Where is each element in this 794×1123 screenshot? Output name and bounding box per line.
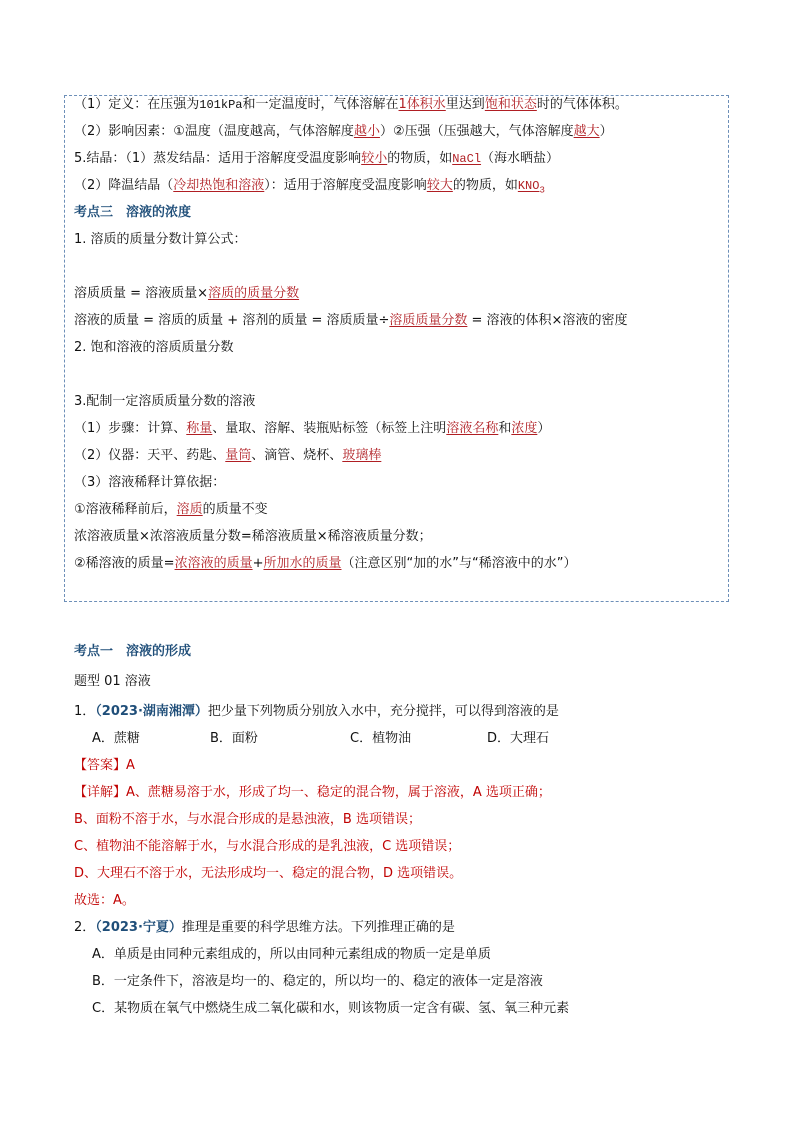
question-1-detail-c: C、植物油不能溶解于水，与水混合形成的是乳浊液，C 选项错误； (74, 839, 461, 854)
question-1-conclusion: 故选：A。 (74, 893, 135, 908)
question-2-option-b: B．一定条件下，溶液是均一的、稳定的，所以均一的、稳定的液体一定是溶液 (92, 974, 543, 989)
question-type-label: 题型 01 溶液 (74, 674, 151, 689)
dilution-basis-title: （3）溶液稀释计算依据： (74, 475, 226, 490)
dilution-rule-2: ②稀溶液的质量=浓溶液的质量+所加水的质量（注意区别“加的水”与“稀溶液中的水”） (74, 556, 577, 571)
heading-concentration: 考点三 溶液的浓度 (74, 205, 192, 220)
solute-mass-formula: 溶质质量 = 溶液质量×溶质的质量分数 (74, 286, 300, 301)
gas-solubility-factors: （2）影响因素：①温度（温度越高，气体溶解度越小）②压强（压强越大，气体溶解度越大） (74, 124, 613, 139)
dilution-rule-1: ①溶液稀释前后，溶质的质量不变 (74, 502, 268, 517)
question-1-option-c: C．植物油 (350, 731, 412, 746)
dilution-equation: 浓溶液质量×浓溶液质量分数=稀溶液质量×稀溶液质量分数； (74, 529, 432, 544)
gas-solubility-definition: （1）定义：在压强为101kPa和一定温度时，气体溶解在1体积水里达到饱和状态时的气体体积。 (74, 97, 628, 112)
question-2-option-c: C．某物质在氧气中燃烧生成二氧化碳和水，则该物质一定含有碳、氢、氧三种元素 (92, 1001, 570, 1016)
question-1-answer: 【答案】A (74, 758, 135, 773)
question-1-option-d: D．大理石 (487, 731, 550, 746)
question-1-detail-d: D、大理石不溶于水，无法形成均一、稳定的混合物，D 选项错误。 (74, 866, 463, 881)
question-1-detail-a: 【详解】A、蔗糖易溶于水，形成了均一、稳定的混合物，属于溶液，A 选项正确； (74, 785, 551, 800)
question-1-stem: 1．（2023·湖南湘潭）把少量下列物质分别放入水中，充分搅拌，可以得到溶液的是 (74, 704, 559, 719)
prepare-instruments: （2）仪器：天平、药匙、量筒、滴管、烧杯、玻璃棒 (74, 448, 382, 463)
mass-fraction-formula-title: 1. 溶质的质量分数计算公式： (74, 232, 247, 247)
solution-mass-formula: 溶液的质量 = 溶质的质量 + 溶剂的质量 = 溶质质量÷溶质质量分数 = 溶液的体积×溶液的密度 (74, 313, 628, 328)
question-1-detail-b: B、面粉不溶于水，与水混合形成的是悬浊液，B 选项错误； (74, 812, 421, 827)
question-2-stem: 2．（2023·宁夏）推理是重要的科学思维方法。下列推理正确的是 (74, 920, 455, 935)
prepare-steps: （1）步骤：计算、称量、量取、溶解、装瓶贴标签（标签上注明溶液名称和浓度） (74, 421, 551, 436)
saturated-solution-fraction: 2. 饱和溶液的溶质质量分数 (74, 340, 234, 355)
prepare-solution-title: 3.配制一定溶质质量分数的溶液 (74, 394, 256, 409)
heading-solution-formation: 考点一 溶液的形成 (74, 644, 192, 659)
question-2-option-a: A．单质是由同种元素组成的，所以由同种元素组成的物质一定是单质 (92, 947, 491, 962)
question-1-option-a: A．蔗糖 (92, 731, 140, 746)
crystallization-cooling: （2）降温结晶（冷却热饱和溶液）：适用于溶解度受温度影响较大的物质，如$KNO_3$ (74, 178, 545, 196)
crystallization-evaporation: 5.结晶：（1）蒸发结晶：适用于溶解度受温度影响较小的物质，如NaCl（海水晒盐） (74, 151, 560, 166)
question-1-option-b: B．面粉 (210, 731, 258, 746)
